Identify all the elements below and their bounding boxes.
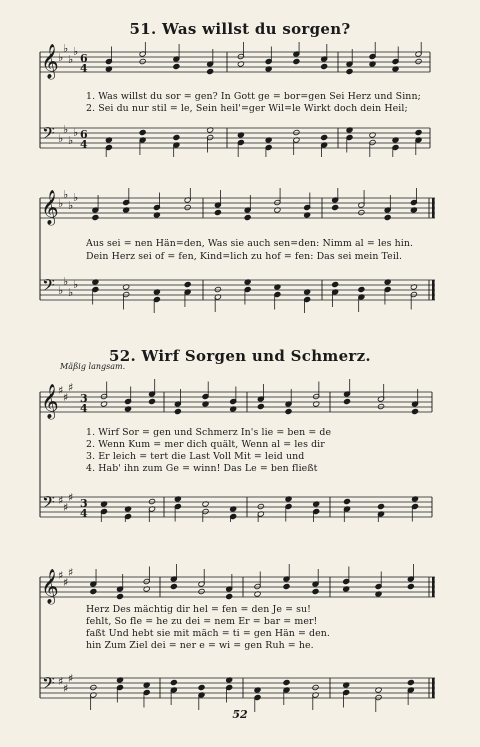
note-head [170, 679, 177, 685]
key-signature-treble: ♯ [63, 576, 69, 589]
note-head [283, 583, 290, 589]
key-signature-treble: ♯ [68, 566, 74, 579]
key-signature-bass: ♯ [63, 501, 69, 514]
note-head [139, 129, 146, 135]
note-head [415, 58, 422, 64]
note-head [332, 204, 339, 210]
note-head [244, 214, 251, 220]
key-signature-bass: ♯ [68, 672, 74, 685]
hymn-52-title: 52. Wirf Sorgen und Schmerz. [109, 347, 371, 365]
time-signature-bass-bottom: 4 [80, 138, 88, 151]
key-signature-bass: ♭ [63, 275, 69, 288]
note-head [226, 593, 233, 599]
hymn-52-line1-verse3: 3. Er leich = tert die Last Voll Mit = leid und [86, 451, 305, 462]
note-head [321, 63, 328, 69]
key-signature-bass: ♭ [58, 284, 64, 297]
note-head [207, 68, 214, 74]
final-barline-thick [432, 678, 435, 698]
note-head [283, 679, 290, 685]
note-head [377, 503, 384, 509]
key-signature-treble: ♭ [73, 191, 79, 204]
treble-clef: 𝄞 [41, 569, 59, 604]
key-signature-treble: ♯ [58, 569, 64, 582]
treble-clef: 𝄞 [41, 190, 59, 225]
note-head [407, 583, 414, 589]
note-head [415, 129, 422, 135]
note-head [411, 408, 418, 414]
time-signature-treble-top: 3 [80, 392, 88, 405]
note-head [346, 68, 353, 74]
key-signature-bass: ♭ [68, 134, 74, 147]
note-head [293, 129, 300, 135]
key-signature-treble: ♯ [58, 384, 64, 397]
time-signature-treble-bottom: 4 [80, 402, 88, 415]
key-signature-bass: ♯ [58, 675, 64, 688]
final-barline-thick [432, 280, 435, 300]
note-head [358, 286, 365, 292]
key-signature-treble: ♯ [68, 381, 74, 394]
note-head [343, 498, 350, 504]
hymn-52-line1-verse1: 1. Wirf Sor = gen und Schmerz In's lie = ben = de [86, 427, 332, 438]
treble-clef: 𝄞 [41, 44, 59, 79]
hymn-51-line2-verse2: Dein Herz sei of = fen, Kind=lich zu hof = fen: Das sei mein Teil. [86, 251, 403, 262]
note-head [384, 214, 391, 220]
note-head [343, 398, 350, 404]
note-head [257, 503, 264, 509]
note-head [358, 209, 365, 215]
key-signature-bass: ♭ [58, 132, 64, 145]
key-signature-treble: ♭ [63, 42, 69, 55]
final-barline-thick [432, 198, 435, 218]
note-head [293, 58, 300, 64]
key-signature-bass: ♭ [68, 286, 74, 299]
note-head [214, 286, 221, 292]
note-head [92, 214, 99, 220]
key-signature-treble: ♭ [58, 197, 64, 210]
key-signature-bass: ♭ [63, 123, 69, 136]
key-signature-treble: ♯ [63, 391, 69, 404]
note-head [321, 134, 328, 140]
hymn-51-line2-verse1: Aus sei = nen Hän=den, Was sie auch sen=den: Nimm al = les hin. [86, 238, 414, 249]
treble-clef: 𝄞 [41, 384, 59, 419]
bass-clef: 𝄢 [42, 123, 55, 147]
note-head [312, 588, 319, 594]
note-head [377, 403, 384, 409]
note-head [407, 679, 414, 685]
final-barline-thick [432, 577, 435, 597]
note-head [139, 58, 146, 64]
time-signature-treble-bottom: 4 [80, 62, 88, 75]
note-head [173, 63, 180, 69]
time-signature-bass-top: 6 [80, 128, 88, 141]
note-head [285, 408, 292, 414]
key-signature-treble: ♭ [63, 188, 69, 201]
bass-clef: 𝄢 [42, 492, 55, 516]
note-head [90, 684, 97, 690]
hymn-51-line1-verse2: 2. Sei du nur stil = le, Sein heil'=ger Wil=le Wirkt doch dein Heil; [86, 103, 408, 114]
hymn-52-line2-verse3: faßt Und hebt sie mit mäch = ti = gen Hän = den. [86, 628, 331, 639]
key-signature-treble: ♭ [68, 53, 74, 66]
note-head [198, 588, 205, 594]
note-head [173, 134, 180, 140]
note-head [184, 204, 191, 210]
hymn-52-line2-verse1: Herz Des mächtig dir hel = fen = den Je = su! [86, 604, 312, 615]
note-head [198, 684, 205, 690]
time-signature-bass-bottom: 4 [80, 507, 88, 520]
key-signature-bass: ♯ [68, 491, 74, 504]
note-head [257, 403, 264, 409]
key-signature-bass: ♯ [63, 682, 69, 695]
key-signature-treble: ♭ [73, 45, 79, 58]
note-head [170, 583, 177, 589]
hymn-51-line1-verse1: 1. Was willst du sor = gen? In Gott ge = bor=gen Sei Herz und Sinn; [86, 91, 421, 102]
key-signature-treble: ♭ [58, 51, 64, 64]
bass-clef: 𝄢 [42, 673, 55, 697]
key-signature-bass: ♭ [73, 278, 79, 291]
note-head [148, 398, 155, 404]
note-head [90, 588, 97, 594]
hymn-52-tempo: Mäßig langsam. [60, 362, 126, 371]
note-head [148, 498, 155, 504]
hymn-52-line1-verse4: 4. Hab' ihn zum Ge = winn! Das Le = ben fließt [86, 463, 318, 474]
hymn-52-line1-verse2: 2. Wenn Kum = mer dich quält, Wenn al = les dir [86, 439, 325, 450]
hymn-52-line2-verse4: hin Zum Ziel dei = ner e = wi = gen Ruh = he. [86, 640, 314, 651]
note-head [312, 684, 319, 690]
key-signature-bass: ♭ [73, 126, 79, 139]
note-head [116, 593, 123, 599]
time-signature-bass-top: 3 [80, 497, 88, 510]
hymn-52-line2-verse2: fehlt, So fle = he zu dei = nem Er = bar = mer! [86, 616, 318, 627]
time-signature-treble-top: 6 [80, 52, 88, 65]
hymn-51-title: 51. Was willst du sorgen? [129, 20, 351, 38]
key-signature-bass: ♯ [58, 494, 64, 507]
page-number: 52 [232, 708, 248, 721]
key-signature-treble: ♭ [68, 199, 74, 212]
note-head [214, 209, 221, 215]
note-head [174, 408, 181, 414]
bass-clef: 𝄢 [42, 275, 55, 299]
note-head [184, 281, 191, 287]
note-head [332, 281, 339, 287]
